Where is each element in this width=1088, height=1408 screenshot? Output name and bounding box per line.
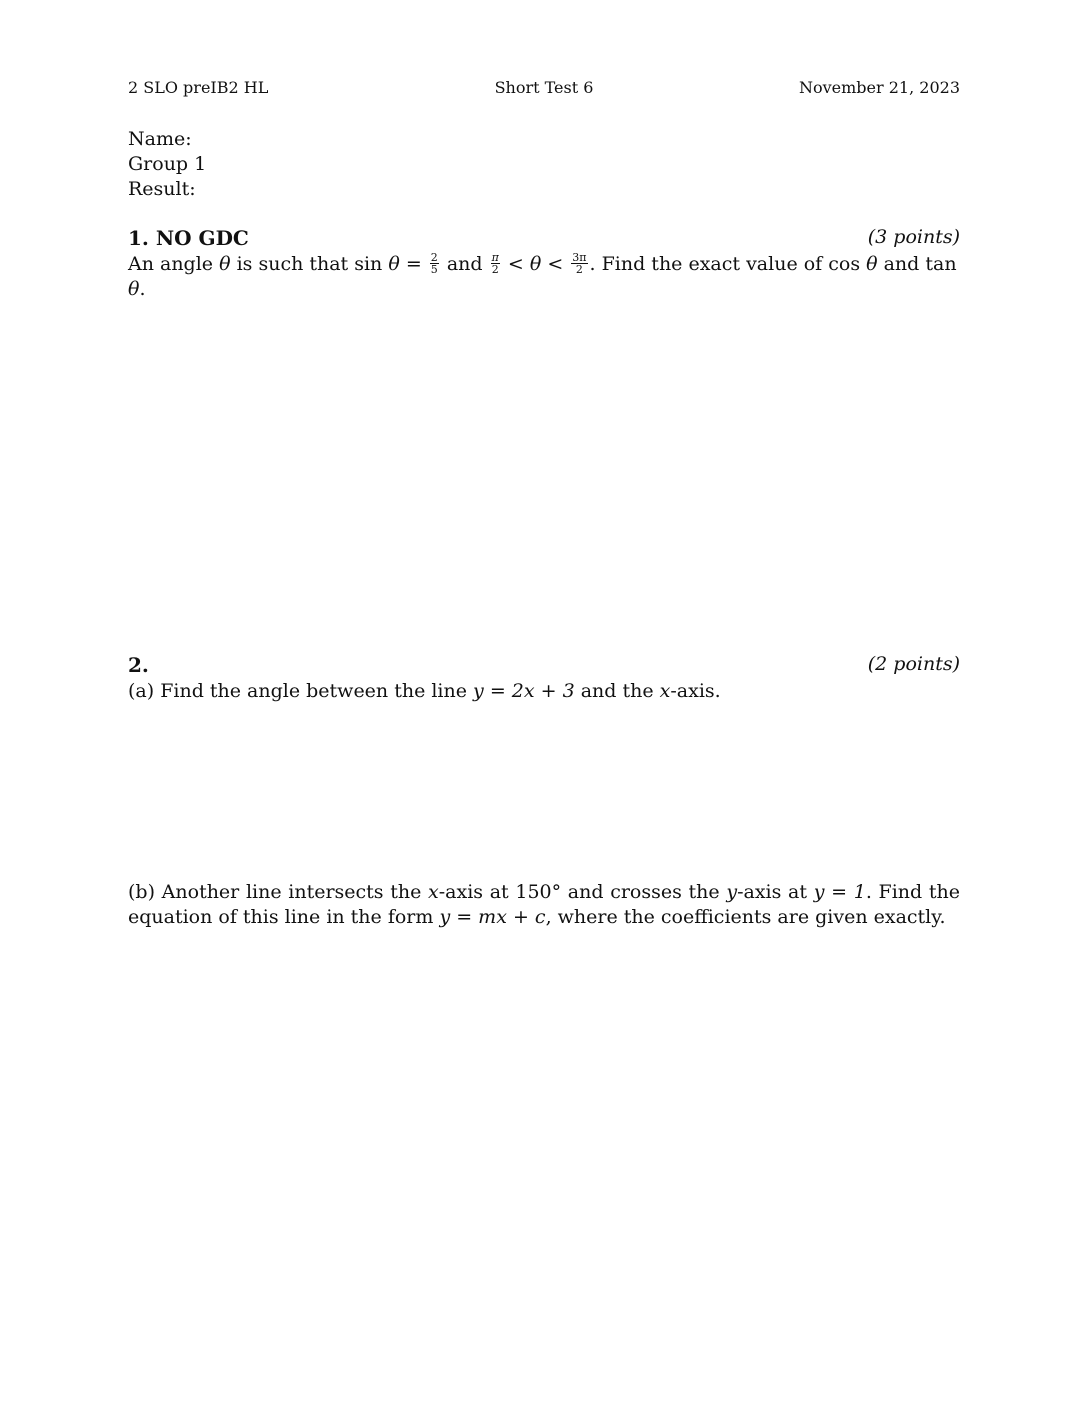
question-1-points: (3 points) <box>867 226 960 248</box>
question-2-points: (2 points) <box>867 653 960 675</box>
test-title: Short Test 6 <box>494 78 594 97</box>
y-intercept-equation: y = 1 <box>813 881 866 903</box>
q1-text-part: < <box>541 253 570 275</box>
q2a-text-part: and the <box>574 680 660 702</box>
fraction-denominator: 2 <box>491 262 499 276</box>
course-label: 2 SLO preIB2 HL <box>128 78 269 97</box>
q1-text-part: and <box>440 253 489 275</box>
x-variable: x <box>428 881 439 903</box>
theta-symbol: θ <box>866 253 878 275</box>
q2b-text-part: -axis at <box>737 881 814 903</box>
fraction-three-pi-over-two <box>571 252 587 275</box>
question-2b-text <box>128 880 960 930</box>
question-2a-text <box>128 679 960 704</box>
fraction-two-fifths <box>430 252 439 275</box>
page-header <box>128 78 960 102</box>
test-date: November 21, 2023 <box>798 78 960 97</box>
fraction-numerator: 3π <box>572 250 587 264</box>
theta-symbol: θ <box>219 253 231 275</box>
q1-text-part: An angle <box>128 253 220 275</box>
q2a-text-part: (a) Find the angle between the line <box>128 680 474 702</box>
x-variable: x <box>659 680 671 702</box>
q2b-text-part: . Find the equation of this line in the form <box>128 881 960 928</box>
q2b-text-part: (b) Another line intersects the <box>128 881 429 903</box>
q2b-text-part: -axis at 150° and crosses the <box>438 881 727 903</box>
result-label: Result: <box>128 178 196 200</box>
q1-text-part: . Find the exact value of cos <box>589 253 867 275</box>
q1-text-part: is such that sin <box>230 253 389 275</box>
q1-text-part: and tan <box>877 253 957 275</box>
theta-symbol: θ <box>388 253 400 275</box>
theta-symbol: θ <box>128 278 140 300</box>
q1-text-part: . <box>139 278 146 300</box>
fraction-pi-over-two <box>491 252 500 275</box>
fraction-numerator: π <box>491 250 499 264</box>
q2b-text-part: , where the coefficients are given exactly. <box>545 906 946 928</box>
theta-symbol: θ <box>529 253 542 275</box>
y-variable: y <box>726 881 738 903</box>
line-equation: y = 2x + 3 <box>473 680 575 702</box>
question-1-header <box>128 226 960 252</box>
group-label: Group 1 <box>128 153 207 175</box>
fraction-denominator: 2 <box>575 262 583 276</box>
q1-text-part: = <box>399 253 428 275</box>
question-2-number: 2. <box>128 653 149 677</box>
fraction-denominator: 5 <box>430 262 438 276</box>
line-form-equation: y = mx + c <box>439 906 546 928</box>
q1-text-part: < <box>501 253 530 275</box>
name-label: Name: <box>128 128 192 150</box>
q2a-text-part: -axis. <box>670 680 721 702</box>
fraction-numerator: 2 <box>430 250 438 264</box>
question-1-number: 1. NO GDC <box>128 226 249 250</box>
question-1-text <box>128 252 960 302</box>
question-2-header <box>128 653 960 679</box>
student-info <box>128 127 206 202</box>
